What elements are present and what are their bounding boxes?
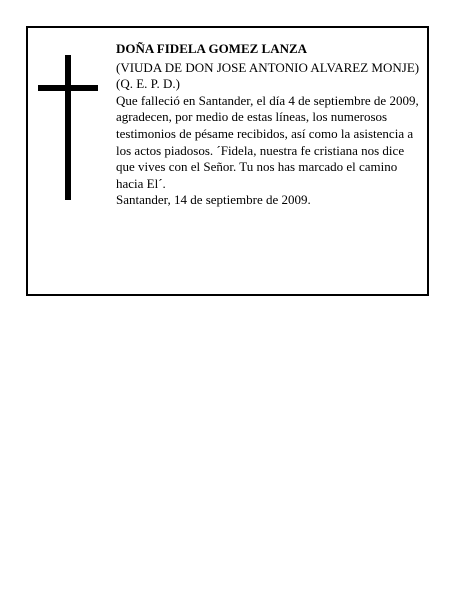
death-info: Que falleció en Santander, el día 4 de septiembre de 2009,: [116, 92, 419, 108]
widow-of: (VIUDA DE DON JOSE ANTONIO ALVAREZ MONJE): [116, 59, 420, 75]
thanks-text: agradecen, por medio de estas líneas, los numerosos testimonios de pésame recibidos, así como la asistencia a los actos piadosos. ´Fidela, nuestra fe cristiana nos dice que vives con el Señor. Tu nos has marcado el camino hacia El´.: [116, 109, 414, 191]
cross-horizontal-bar: [38, 85, 98, 91]
place-date: Santander, 14 de septiembre de 2009.: [116, 192, 311, 208]
cross-vertical-bar: [65, 55, 71, 200]
obituary-notice: [26, 26, 429, 296]
notice-text: [116, 41, 424, 209]
rip-text: (Q. E. P. D.): [116, 76, 180, 92]
cross-icon: [38, 55, 98, 200]
deceased-name: DOÑA FIDELA GOMEZ LANZA: [116, 41, 308, 56]
